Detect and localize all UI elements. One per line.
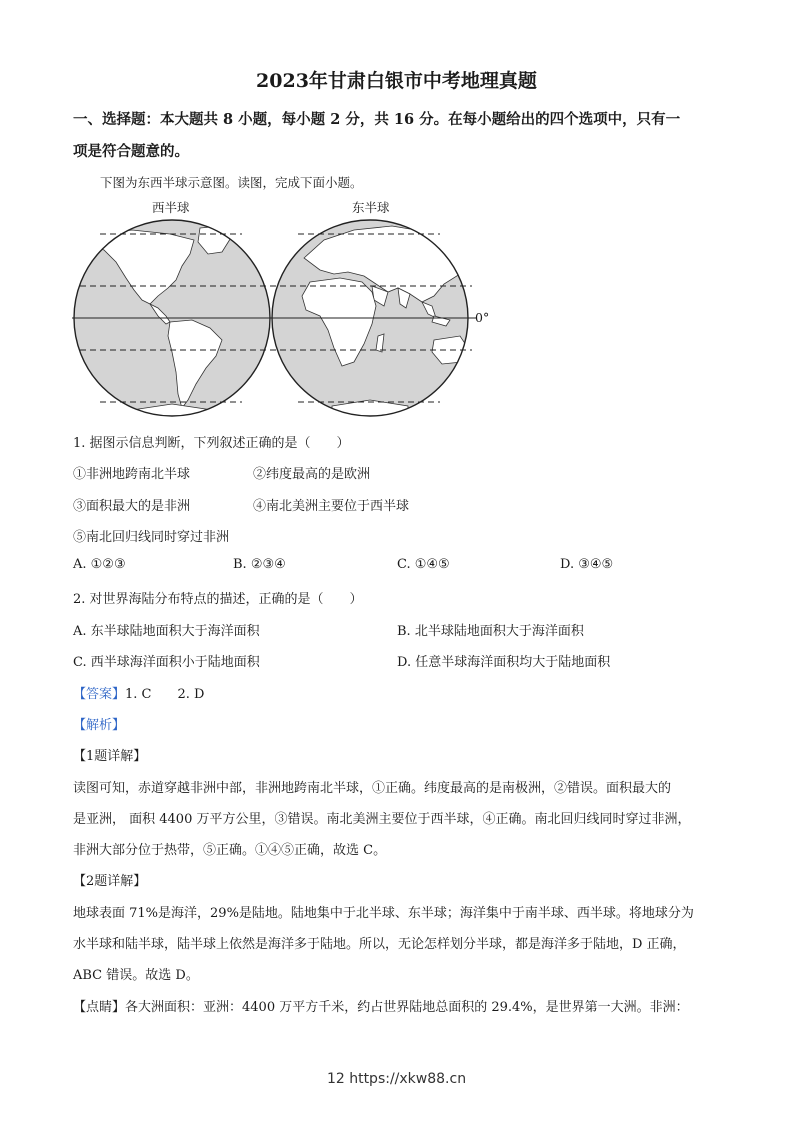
answer-line — [73, 683, 204, 702]
q1-option-a: A. ①②③ — [73, 557, 126, 572]
page-footer: 12 https://xkw88.cn — [326, 1071, 467, 1087]
west-hemisphere-label: 西半球 — [152, 200, 190, 215]
point-text: 各大洲面积：亚洲：4400 万平方千米，约占世界陆地总面积的 29.4%，是世界第一大洲。非洲： — [125, 1000, 689, 1015]
detail2-tag: 【2题详解】 — [73, 874, 147, 889]
q2-stem: 2. 对世界海陆分布特点的描述，正确的是（ ） — [73, 592, 363, 607]
answer-tag: 【答案】 — [73, 687, 126, 702]
detail2-line3: ABC 错误。故选 D。 — [73, 968, 199, 983]
q1-statement-4: ④南北美洲主要位于西半球 — [253, 499, 410, 514]
q1-option-d: D. ③④⑤ — [560, 557, 614, 572]
detail1-tag: 【1题详解】 — [73, 749, 147, 764]
east-hemisphere-label: 东半球 — [352, 200, 390, 215]
q1-option-c: C. ①④⑤ — [397, 557, 450, 572]
answer-text: 1. C 2. D — [125, 687, 205, 702]
q2-option-c: C. 西半球海洋面积小于陆地面积 — [73, 655, 260, 670]
detail1-line2: 是亚洲， 面积 4400 万平方公里，③错误。南北美洲主要位于西半球，④正确。南北回归线同时穿过非洲， — [73, 812, 691, 827]
q1-statement-5: ⑤南北回归线同时穿过非洲 — [73, 530, 230, 545]
eastern-hemisphere — [272, 220, 468, 418]
map-intro: 下图为东西半球示意图。读图，完成下面小题。 — [100, 175, 363, 190]
q1-stem: 1. 据图示信息判断，下列叙述正确的是（ ） — [73, 436, 350, 451]
point-line — [73, 996, 689, 1015]
analysis-tag: 【解析】 — [73, 718, 126, 733]
q1-option-b: B. ②③④ — [233, 557, 286, 572]
detail2-line2: 水半球和陆半球，陆半球上依然是海洋多于陆地。所以，无论怎样划分半球，都是海洋多于陆地，D 正确， — [73, 937, 686, 952]
page-title: 2023年甘肃白银市中考地理真题 — [256, 70, 537, 92]
section-heading-line1: 一、选择题：本大题共 8 小题，每小题 2 分，共 16 分。在每小题给出的四个选项中，只有一 — [73, 111, 681, 128]
detail1-line1: 读图可知，赤道穿越非洲中部，非洲地跨南北半球，①正确。纬度最高的是南极洲，②错误。面积最大的 — [73, 781, 672, 796]
q1-statement-3: ③面积最大的是非洲 — [73, 499, 191, 514]
section-heading-line2: 项是符合题意的。 — [73, 143, 189, 160]
detail1-line3: 非洲大部分位于热带，⑤正确。①④⑤正确，故选 C。 — [73, 843, 387, 858]
q1-statement-2: ②纬度最高的是欧洲 — [253, 467, 371, 482]
q1-statement-1: ①非洲地跨南北半球 — [73, 467, 191, 482]
hemisphere-map — [72, 196, 492, 426]
western-hemisphere — [74, 220, 270, 418]
q2-option-d: D. 任意半球海洋面积均大于陆地面积 — [397, 655, 611, 670]
equator-label: 0° — [475, 310, 490, 325]
q2-option-a: A. 东半球陆地面积大于海洋面积 — [73, 624, 260, 639]
detail2-line1: 地球表面 71%是海洋，29%是陆地。陆地集中于北半球、东半球；海洋集中于南半球、西半球。将地球分为 — [73, 906, 694, 921]
q2-option-b: B. 北半球陆地面积大于海洋面积 — [397, 624, 584, 639]
point-tag: 【点睛】 — [73, 1000, 126, 1015]
